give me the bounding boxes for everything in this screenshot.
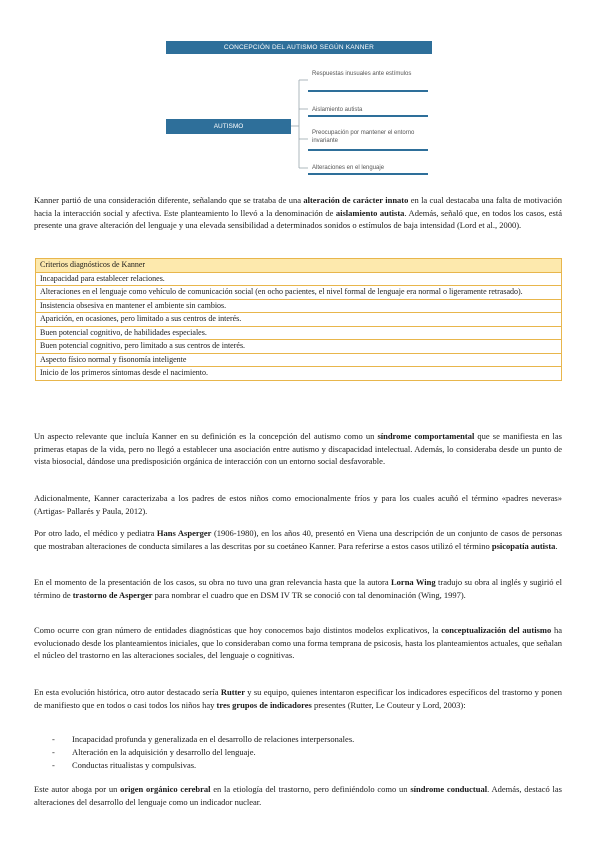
diagram-branch [308,160,428,175]
text: En el momento de la presentación de los casos, su obra no tuvo una gran relevancia hasta que la autora [34,577,391,587]
table-row [36,326,562,340]
diagram-branch-label: Preocupación por mantener el entorno invariante [312,130,415,144]
diagram-title: CONCEPCIÓN DEL AUTISMO SEGÚN KANNER [166,41,432,54]
table-row [36,272,562,286]
diagram-root-node: AUTISMO [166,119,291,134]
table-cell: Buen potencial cognitivo, de habilidades especiales. [36,326,562,340]
dash-bullet: - [52,747,55,757]
text: Por otro lado, el médico y pediatra [34,528,157,538]
paragraph-kanner-innate [34,194,562,232]
branch-underline [308,149,428,151]
list-item-text: Incapacidad profunda y generalizada en el desarrollo de relaciones interpersonales. [72,734,355,744]
text: en la etiología del trastorno, pero definiéndolo como un [210,784,411,794]
table-row [36,299,562,313]
table-row [36,353,562,367]
text: Adicionalmente, Kanner caracterizaba a los padres de estos niños como emocionalmente fríos y para los cuales acuñó el término «padres neveras» (Artigas- Pallarés y Paula, 2012). [34,493,562,516]
paragraph-parents [34,492,562,517]
text: Este autor aboga por un [34,784,121,794]
table-header-row [36,259,562,273]
table-cell: Insistencia obsesiva en mantener el ambiente sin cambios. [36,299,562,313]
paragraph-lorna-wing [34,576,562,601]
text: y su equipo, quienes intentaron especificar los indicadores específicos del trastorno y ponen de manifiesto que en todos o casi todos los niños hay [34,687,562,710]
table-cell: Inicio de los primeros síntomas desde el nacimiento. [36,367,562,381]
diagram-branch [308,127,428,151]
branch-underline [308,90,428,92]
dash-bullet: - [52,760,55,770]
kanner-concept-diagram [0,0,600,182]
paragraph-asperger [34,527,562,552]
kanner-criteria-table [35,258,562,381]
table-cell: Alteraciones en el lenguaje como vehículo de comunicación social (en ocho pacientes, el nivel formal de lenguaje era normal o ligeramente retrasado). [36,286,562,300]
paragraph-organic-origin [34,783,562,808]
bold-term: Hans Asperger [156,528,212,538]
bold-term: aislamiento autista [335,207,405,218]
bold-term: tres grupos de indicadores [216,699,312,710]
indicators-list [52,733,552,772]
bold-term: síndrome conductual [410,784,488,794]
text: en la cual destacaba una falta de motivación hacia la interacción social y afectiva. Este planteamiento lo llevó a la denominación de [34,195,562,218]
bold-term: Rutter [220,687,245,697]
list-item [52,746,552,759]
text: para nombrar el cuadro que en DSM IV TR se conoció con tal denominación (Wing, 1997). [152,589,466,600]
text: tradujo su obra al inglés y sugirió el término de [34,577,563,600]
text: Un aspecto relevante que incluía Kanner en su definición es la concepción del autismo como un [34,431,378,441]
bold-term: origen orgánico cerebral [120,784,211,794]
paragraph-behavioral-syndrome [34,430,562,468]
text: . [555,540,558,551]
table-row [36,340,562,354]
text: (1906-1980), en los años 40, presentó en Viena una descripción de un conjunto de casos de personas que mostraban alteraciones de conducta similares a las descritas por su coetáneo Kanner. Para referirse a estos casos utilizó el término [34,528,562,551]
text: que se manifiesta en las primeras etapas de la vida, pero no llegó a establecer una asociación entre autismo y discapacidad intelectual. Además, lo consideraba desde un punto de vista biosocial, dándose una predisposición orgánica de interacción con un entorno social desfavorable. [34,431,562,466]
table-cell: Incapacidad para establecer relaciones. [36,272,562,286]
bold-term: trastorno de Asperger [72,589,153,600]
bold-term: síndrome comportamental [377,431,475,441]
diagram-branch-label: Respuestas inusuales ante estímulos [312,71,412,77]
text: Kanner partió de una consideración diferente, señalando que se trataba de una [34,195,304,205]
list-item [52,759,552,772]
text: ha evolucionado desde los planteamientos iniciales, que lo consideraban como una forma temprana de psicosis, hasta los planteamientos actuales, que señalan el núcleo del trastorno en las alteraciones sociales, del lenguaje o cognitivas. [34,625,563,660]
text: presentes (Rutter, Le Couteur y Lord, 2003): [311,699,466,710]
diagram-branch-label: Aislamiento autista [312,107,363,113]
branch-underline [308,115,428,117]
table-cell: Aparición, en ocasiones, pero limitado a sus centros de interés. [36,313,562,327]
text: . Además, destacó las alteraciones del desarrollo del lenguaje como un indicador nuclear. [34,784,562,807]
paragraph-conceptualization [34,624,562,662]
table-row [36,367,562,381]
diagram-branch [308,68,428,92]
diagram-branch [308,102,428,117]
list-item [52,733,552,746]
branch-underline [308,173,428,175]
text: . Además, señaló que, en todos los casos, está presente una grave alteración del lenguaje y una elevada sensibilidad a determinados sonidos o estímulos de baja intensidad (Lord et al., 2000). [34,207,562,230]
list-item-text: Conductas ritualistas y compulsivas. [72,760,197,770]
dash-bullet: - [52,734,55,744]
table-row [36,286,562,300]
bold-term: Lorna Wing [391,577,436,587]
table-header: Criterios diagnósticos de Kanner [36,259,562,273]
bold-term: psicopatía autista [491,540,556,551]
diagram-connectors [0,0,600,182]
paragraph-rutter [34,686,562,711]
table-row [36,313,562,327]
table-cell: Aspecto físico normal y fisonomía inteligente [36,353,562,367]
diagram-branch-label: Alteraciones en el lenguaje [312,165,385,171]
bold-term: conceptualización del autismo [441,625,552,635]
text: Como ocurre con gran número de entidades diagnósticas que hoy conocemos bajo distintos modelos explicativos, la [34,625,442,635]
list-item-text: Alteración en la adquisición y desarrollo del lenguaje. [72,747,256,757]
table-cell: Buen potencial cognitivo, pero limitado a sus centros de interés. [36,340,562,354]
text: En esta evolución histórica, otro autor destacado sería [34,687,221,697]
bold-term: alteración de carácter innato [303,195,409,205]
